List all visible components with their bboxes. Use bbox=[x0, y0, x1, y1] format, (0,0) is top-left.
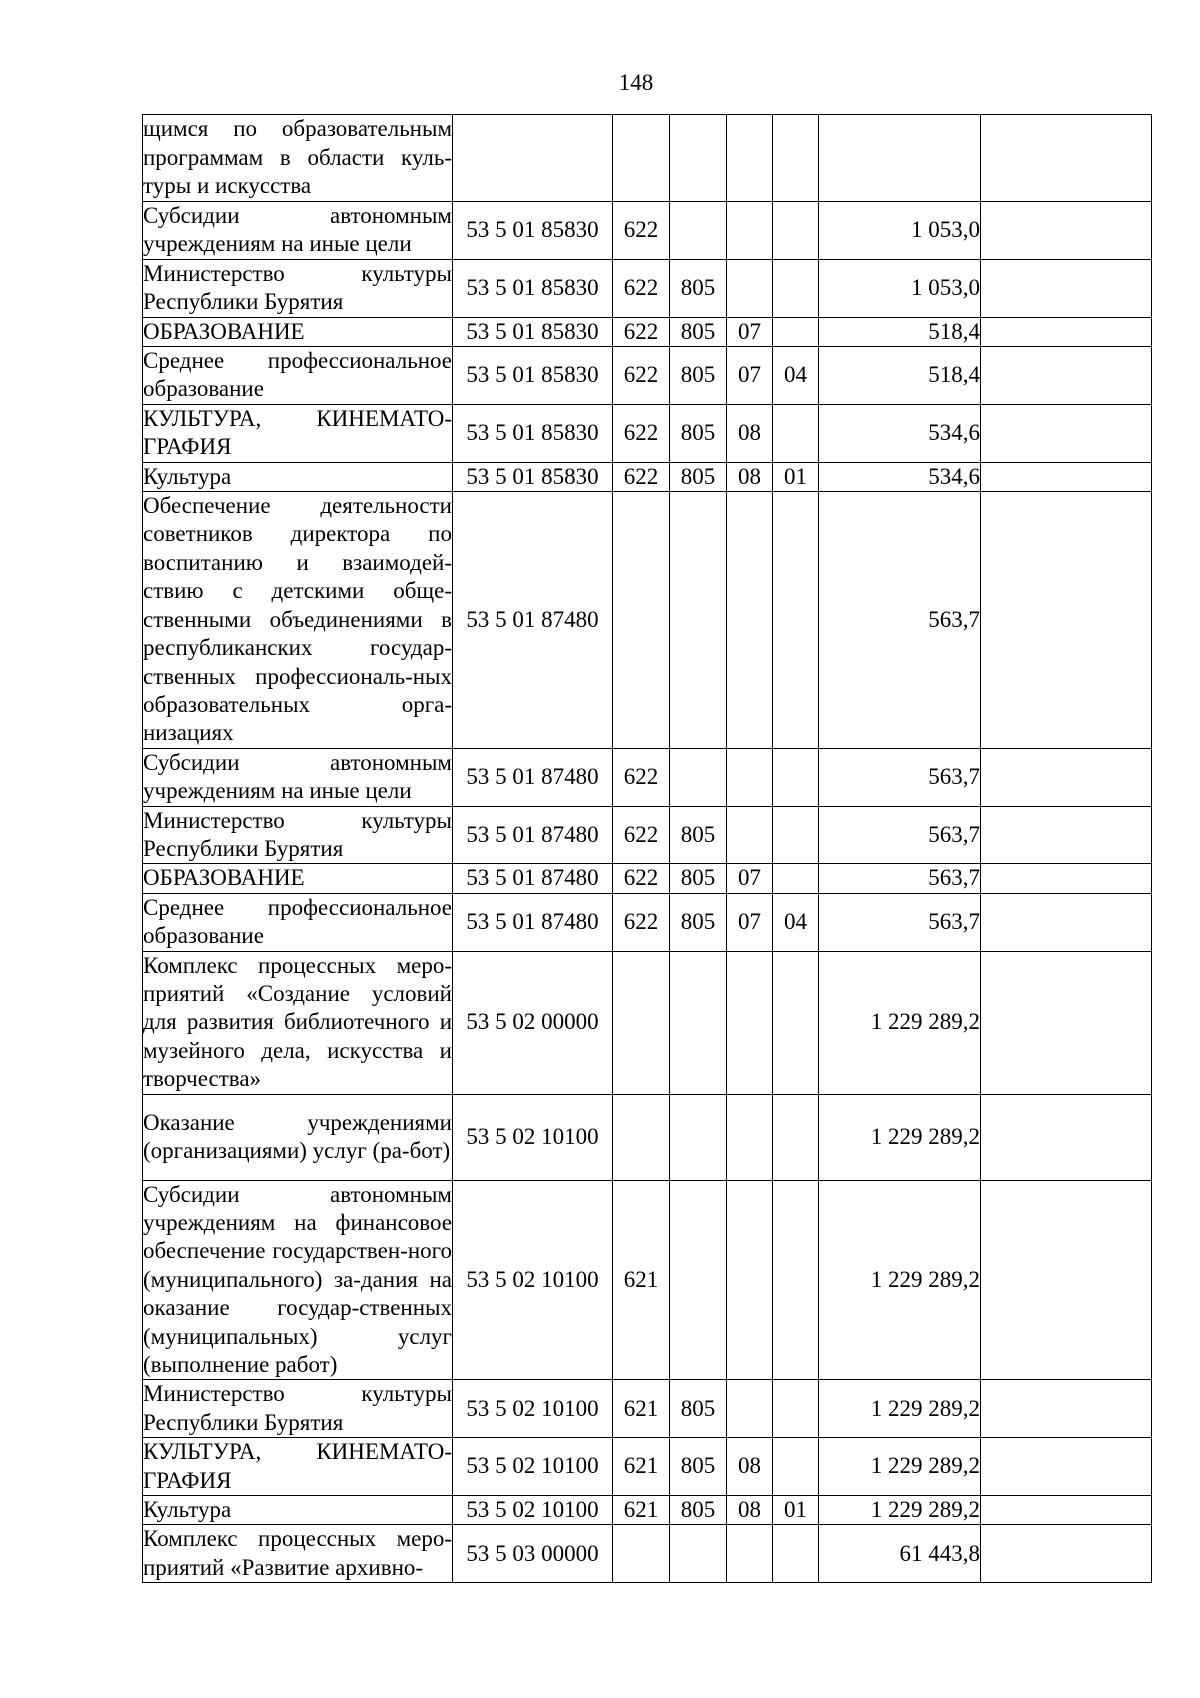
table-row bbox=[143, 951, 1152, 1094]
cell-subsection bbox=[773, 404, 819, 462]
page-number: 148 bbox=[618, 70, 654, 95]
table-row bbox=[143, 806, 1152, 864]
cell-empty bbox=[981, 259, 1152, 317]
cell-expense-type: 622 bbox=[613, 462, 670, 491]
cell-ministry-code: 805 bbox=[670, 404, 727, 462]
cell-subsection bbox=[773, 748, 819, 806]
cell-empty bbox=[981, 115, 1152, 202]
cell-name: Министерство культуры Республики Бурятия bbox=[143, 806, 453, 864]
cell-name: Министерство культуры Республики Бурятия bbox=[143, 1380, 453, 1438]
cell-empty bbox=[981, 317, 1152, 346]
cell-expense-type: 622 bbox=[613, 259, 670, 317]
cell-target-code: 53 5 01 85830 bbox=[453, 404, 613, 462]
cell-section bbox=[727, 259, 773, 317]
cell-target-code: 53 5 01 85830 bbox=[453, 202, 613, 260]
cell-ministry-code: 805 bbox=[670, 1438, 727, 1496]
cell-name: Субсидии автономным учреждениям на иные цели bbox=[143, 202, 453, 260]
cell-subsection bbox=[773, 1380, 819, 1438]
cell-amount: 1 229 289,2 bbox=[819, 1380, 981, 1438]
cell-amount: 563,7 bbox=[819, 748, 981, 806]
cell-ministry-code bbox=[670, 951, 727, 1094]
table-row bbox=[143, 259, 1152, 317]
cell-target-code: 53 5 01 87480 bbox=[453, 864, 613, 893]
cell-name: Среднее профессиональное образование bbox=[143, 347, 453, 405]
cell-ministry-code: 805 bbox=[670, 864, 727, 893]
cell-empty bbox=[981, 1180, 1152, 1380]
cell-ministry-code: 805 bbox=[670, 806, 727, 864]
table-row bbox=[143, 1525, 1152, 1583]
cell-target-code: 53 5 01 85830 bbox=[453, 317, 613, 346]
cell-target-code: 53 5 01 85830 bbox=[453, 462, 613, 491]
cell-subsection bbox=[773, 115, 819, 202]
cell-name: Субсидии автономным учреждениям на финансовое обеспечение государствен-ного (муниципального) за-дания на оказание государ-ственных (муниципальных) услуг (выполнение работ) bbox=[143, 1180, 453, 1380]
cell-target-code: 53 5 01 87480 bbox=[453, 893, 613, 951]
cell-ministry-code bbox=[670, 1180, 727, 1380]
table-row bbox=[143, 1438, 1152, 1496]
cell-empty bbox=[981, 864, 1152, 893]
table-row bbox=[143, 115, 1152, 202]
cell-name: Комплекс процессных меро-приятий «Создание условий для развития библиотечного и музейного дела, искусства и творчества» bbox=[143, 951, 453, 1094]
cell-expense-type: 621 bbox=[613, 1438, 670, 1496]
cell-name: Обеспечение деятельности советников директора по воспитанию и взаимодей-ствию с детскими обще-ственными объединениями в республиканских государ-ственных профессиональ-ных образовательных орга-низациях bbox=[143, 492, 453, 749]
cell-name: Среднее профессиональное образование bbox=[143, 893, 453, 951]
cell-expense-type: 622 bbox=[613, 317, 670, 346]
cell-section: 08 bbox=[727, 1496, 773, 1525]
cell-empty bbox=[981, 1496, 1152, 1525]
table-row bbox=[143, 404, 1152, 462]
cell-amount: 563,7 bbox=[819, 864, 981, 893]
cell-empty bbox=[981, 462, 1152, 491]
cell-expense-type bbox=[613, 492, 670, 749]
cell-subsection bbox=[773, 1094, 819, 1180]
cell-ministry-code: 805 bbox=[670, 1496, 727, 1525]
cell-section: 08 bbox=[727, 462, 773, 491]
cell-empty bbox=[981, 1525, 1152, 1583]
cell-amount: 518,4 bbox=[819, 347, 981, 405]
cell-ministry-code: 805 bbox=[670, 317, 727, 346]
cell-empty bbox=[981, 748, 1152, 806]
cell-amount: 563,7 bbox=[819, 806, 981, 864]
cell-empty bbox=[981, 404, 1152, 462]
cell-section bbox=[727, 1180, 773, 1380]
cell-name: Культура bbox=[143, 462, 453, 491]
cell-subsection: 01 bbox=[773, 462, 819, 491]
cell-ministry-code: 805 bbox=[670, 893, 727, 951]
cell-ministry-code bbox=[670, 202, 727, 260]
cell-section bbox=[727, 806, 773, 864]
cell-subsection: 01 bbox=[773, 1496, 819, 1525]
cell-amount: 1 229 289,2 bbox=[819, 1180, 981, 1380]
cell-ministry-code bbox=[670, 1525, 727, 1583]
cell-ministry-code bbox=[670, 748, 727, 806]
table-row bbox=[143, 347, 1152, 405]
cell-ministry-code: 805 bbox=[670, 259, 727, 317]
cell-amount bbox=[819, 115, 981, 202]
cell-subsection bbox=[773, 317, 819, 346]
cell-amount: 534,6 bbox=[819, 462, 981, 491]
cell-target-code: 53 5 01 87480 bbox=[453, 748, 613, 806]
cell-expense-type: 621 bbox=[613, 1380, 670, 1438]
cell-amount: 1 053,0 bbox=[819, 259, 981, 317]
cell-name: ОБРАЗОВАНИЕ bbox=[143, 317, 453, 346]
table-row bbox=[143, 1094, 1152, 1180]
cell-expense-type: 622 bbox=[613, 748, 670, 806]
cell-amount: 563,7 bbox=[819, 492, 981, 749]
cell-expense-type: 622 bbox=[613, 893, 670, 951]
table-row bbox=[143, 893, 1152, 951]
cell-subsection bbox=[773, 1438, 819, 1496]
table-row bbox=[143, 1380, 1152, 1438]
cell-section bbox=[727, 951, 773, 1094]
budget-table bbox=[142, 114, 1152, 1583]
cell-ministry-code bbox=[670, 492, 727, 749]
cell-target-code: 53 5 02 10100 bbox=[453, 1438, 613, 1496]
cell-target-code: 53 5 02 00000 bbox=[453, 951, 613, 1094]
cell-target-code: 53 5 03 00000 bbox=[453, 1525, 613, 1583]
cell-name: Культура bbox=[143, 1496, 453, 1525]
cell-subsection bbox=[773, 1180, 819, 1380]
cell-subsection bbox=[773, 492, 819, 749]
cell-amount: 1 229 289,2 bbox=[819, 1438, 981, 1496]
cell-expense-type: 622 bbox=[613, 404, 670, 462]
cell-ministry-code bbox=[670, 115, 727, 202]
cell-section bbox=[727, 1094, 773, 1180]
cell-target-code: 53 5 01 87480 bbox=[453, 806, 613, 864]
cell-empty bbox=[981, 806, 1152, 864]
cell-target-code: 53 5 01 85830 bbox=[453, 259, 613, 317]
table-row bbox=[143, 492, 1152, 749]
cell-expense-type bbox=[613, 1094, 670, 1180]
cell-subsection bbox=[773, 951, 819, 1094]
cell-section: 07 bbox=[727, 893, 773, 951]
cell-section: 07 bbox=[727, 347, 773, 405]
cell-empty bbox=[981, 347, 1152, 405]
cell-name: Субсидии автономным учреждениям на иные цели bbox=[143, 748, 453, 806]
cell-amount: 563,7 bbox=[819, 893, 981, 951]
table-row bbox=[143, 202, 1152, 260]
table-row bbox=[143, 1496, 1152, 1525]
cell-name: КУЛЬТУРА, КИНЕМАТО-ГРАФИЯ bbox=[143, 404, 453, 462]
cell-expense-type bbox=[613, 951, 670, 1094]
cell-target-code: 53 5 01 87480 bbox=[453, 492, 613, 749]
cell-expense-type: 622 bbox=[613, 202, 670, 260]
cell-section bbox=[727, 115, 773, 202]
cell-amount: 1 229 289,2 bbox=[819, 1094, 981, 1180]
cell-name: Министерство культуры Республики Бурятия bbox=[143, 259, 453, 317]
table-body bbox=[143, 115, 1152, 1583]
cell-empty bbox=[981, 1438, 1152, 1496]
cell-target-code: 53 5 02 10100 bbox=[453, 1496, 613, 1525]
cell-target-code: 53 5 01 85830 bbox=[453, 347, 613, 405]
cell-amount: 1 053,0 bbox=[819, 202, 981, 260]
cell-subsection: 04 bbox=[773, 347, 819, 405]
cell-target-code: 53 5 02 10100 bbox=[453, 1380, 613, 1438]
cell-target-code bbox=[453, 115, 613, 202]
cell-subsection bbox=[773, 806, 819, 864]
cell-subsection bbox=[773, 864, 819, 893]
cell-name: КУЛЬТУРА, КИНЕМАТО-ГРАФИЯ bbox=[143, 1438, 453, 1496]
cell-expense-type bbox=[613, 115, 670, 202]
cell-empty bbox=[981, 492, 1152, 749]
cell-section bbox=[727, 492, 773, 749]
cell-empty bbox=[981, 1094, 1152, 1180]
cell-name: Оказание учреждениями (организациями) услуг (ра-бот) bbox=[143, 1094, 453, 1180]
cell-section: 08 bbox=[727, 1438, 773, 1496]
cell-amount: 1 229 289,2 bbox=[819, 1496, 981, 1525]
cell-ministry-code: 805 bbox=[670, 347, 727, 405]
cell-subsection: 04 bbox=[773, 893, 819, 951]
cell-amount: 61 443,8 bbox=[819, 1525, 981, 1583]
cell-expense-type: 621 bbox=[613, 1180, 670, 1380]
cell-amount: 534,6 bbox=[819, 404, 981, 462]
cell-ministry-code: 805 bbox=[670, 462, 727, 491]
table-row bbox=[143, 864, 1152, 893]
cell-expense-type: 622 bbox=[613, 806, 670, 864]
cell-amount: 1 229 289,2 bbox=[819, 951, 981, 1094]
table-row bbox=[143, 748, 1152, 806]
cell-target-code: 53 5 02 10100 bbox=[453, 1180, 613, 1380]
cell-empty bbox=[981, 951, 1152, 1094]
table-row bbox=[143, 317, 1152, 346]
cell-section: 08 bbox=[727, 404, 773, 462]
cell-section bbox=[727, 202, 773, 260]
cell-subsection bbox=[773, 202, 819, 260]
cell-target-code: 53 5 02 10100 bbox=[453, 1094, 613, 1180]
cell-section: 07 bbox=[727, 317, 773, 346]
cell-empty bbox=[981, 893, 1152, 951]
table-row bbox=[143, 1180, 1152, 1380]
cell-ministry-code bbox=[670, 1094, 727, 1180]
cell-section bbox=[727, 1380, 773, 1438]
cell-section bbox=[727, 1525, 773, 1583]
cell-subsection bbox=[773, 1525, 819, 1583]
cell-name: ОБРАЗОВАНИЕ bbox=[143, 864, 453, 893]
cell-name: Комплекс процессных меро-приятий «Развитие архивно- bbox=[143, 1525, 453, 1583]
cell-expense-type: 622 bbox=[613, 864, 670, 893]
cell-section: 07 bbox=[727, 864, 773, 893]
cell-amount: 518,4 bbox=[819, 317, 981, 346]
cell-ministry-code: 805 bbox=[670, 1380, 727, 1438]
cell-empty bbox=[981, 202, 1152, 260]
cell-expense-type bbox=[613, 1525, 670, 1583]
cell-expense-type: 622 bbox=[613, 347, 670, 405]
cell-subsection bbox=[773, 259, 819, 317]
cell-expense-type: 621 bbox=[613, 1496, 670, 1525]
cell-section bbox=[727, 748, 773, 806]
cell-empty bbox=[981, 1380, 1152, 1438]
table-row bbox=[143, 462, 1152, 491]
cell-name: щимся по образовательным программам в области куль-туры и искусства bbox=[143, 115, 453, 202]
